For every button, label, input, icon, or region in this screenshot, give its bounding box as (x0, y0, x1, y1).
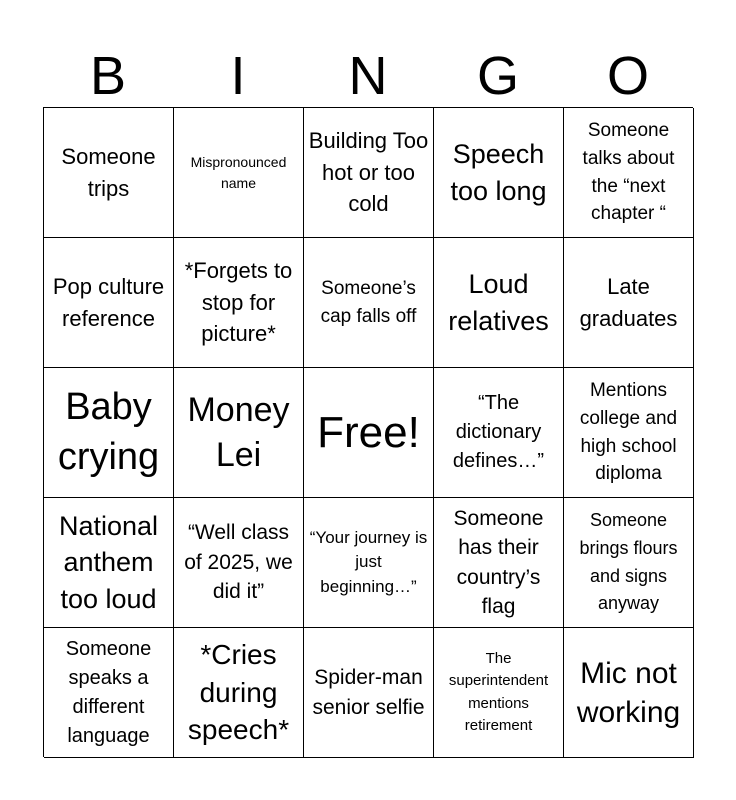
bingo-cell[interactable] (564, 368, 694, 498)
bingo-cell[interactable] (434, 108, 564, 238)
bingo-cell[interactable] (44, 498, 174, 628)
header-letter-g: G (476, 46, 519, 106)
cell-text: Mic not working (576, 656, 681, 729)
cell-text: Someone has their country’s flag (453, 506, 544, 618)
cell-text: Mentions college and high school diploma (579, 380, 678, 485)
cell-text: Baby crying (57, 386, 160, 478)
cell-text: Speech too long (450, 139, 547, 206)
header-letter-o: O (606, 46, 649, 106)
cell-text: Loud relatives (448, 269, 549, 336)
bingo-cell[interactable] (44, 628, 174, 758)
bingo-cell[interactable] (434, 498, 564, 628)
header-letter-n: N (348, 46, 388, 106)
cell-text: “The dictionary defines…” (452, 392, 545, 472)
bingo-cell[interactable] (304, 108, 434, 238)
cell-text: Mispronounced name (190, 154, 287, 191)
header-letter-i: I (230, 46, 246, 106)
bingo-cell[interactable] (304, 238, 434, 368)
cell-text: Someone talks about the “next chapter “ (582, 120, 675, 225)
bingo-cell[interactable] (44, 108, 174, 238)
bingo-cell[interactable] (564, 498, 694, 628)
cell-text: Someone speaks a different language (65, 637, 152, 747)
bingo-cell[interactable] (174, 498, 304, 628)
cell-text: “Well class of 2025, we did it” (184, 521, 293, 604)
cell-text: Spider-man senior selfie (312, 666, 425, 719)
bingo-board (43, 107, 693, 757)
bingo-cell[interactable] (434, 628, 564, 758)
bingo-cell[interactable] (564, 108, 694, 238)
bingo-cell[interactable] (174, 108, 304, 238)
bingo-cell[interactable] (174, 238, 304, 368)
bingo-cell[interactable] (174, 628, 304, 758)
cell-text: National anthem too loud (58, 510, 159, 614)
free-space-cell[interactable] (304, 368, 434, 498)
cell-text: Building Too hot or too cold (308, 127, 429, 217)
cell-text: Money Lei (187, 391, 290, 474)
cell-text: Someone brings flours and signs anyway (579, 509, 678, 614)
cell-text: *Forgets to stop for picture* (184, 257, 293, 347)
cell-text: The superintendent mentions retirement (448, 649, 549, 734)
bingo-cell[interactable] (304, 498, 434, 628)
bingo-cell[interactable] (434, 238, 564, 368)
bingo-cell[interactable] (564, 238, 694, 368)
bingo-cell[interactable] (434, 368, 564, 498)
header-letter-b: B (89, 46, 127, 106)
cell-text: “Your journey is just beginning…” (309, 527, 428, 596)
bingo-header (43, 44, 693, 108)
cell-text: Free! (317, 407, 420, 457)
cell-text: Someone’s cap falls off (320, 277, 417, 327)
bingo-cell[interactable] (174, 368, 304, 498)
cell-text: Late graduates (579, 273, 678, 331)
cell-text: Pop culture reference (52, 273, 165, 331)
cell-text: Someone trips (61, 143, 156, 201)
bingo-cell[interactable] (564, 628, 694, 758)
bingo-cell[interactable] (44, 368, 174, 498)
cell-text: *Cries during speech* (187, 638, 290, 746)
bingo-cell[interactable] (304, 628, 434, 758)
bingo-cell[interactable] (44, 238, 174, 368)
